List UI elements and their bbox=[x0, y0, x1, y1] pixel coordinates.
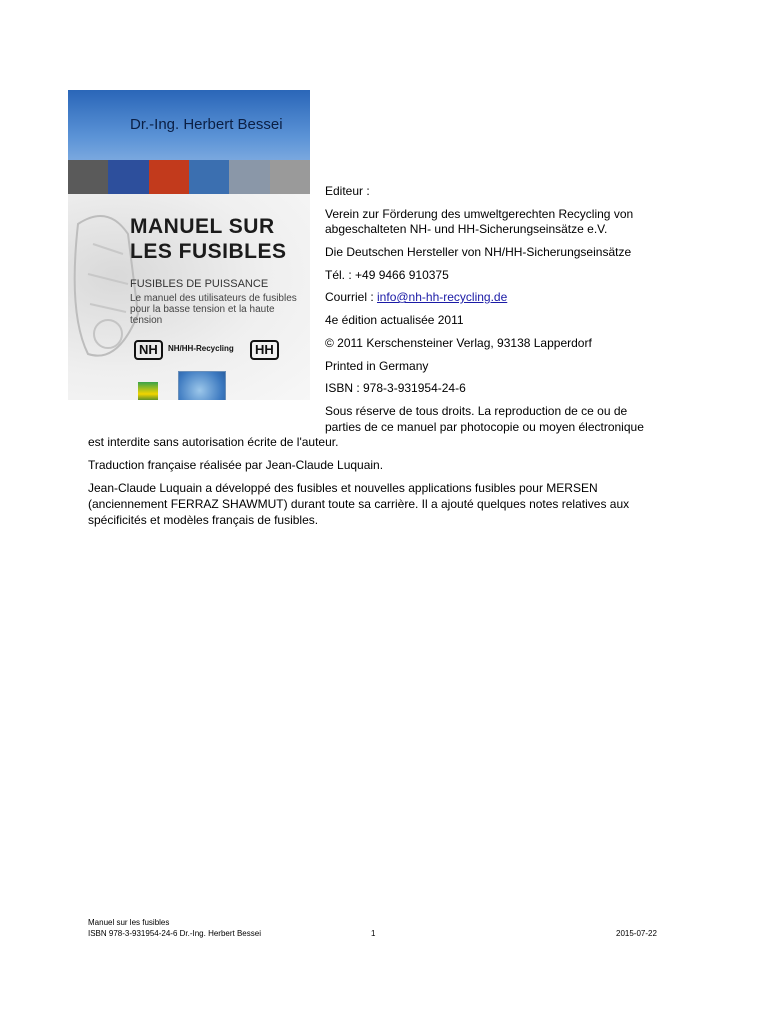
hh-badge: HH bbox=[250, 340, 279, 360]
cover-title-line1: MANUEL SUR bbox=[130, 215, 275, 238]
cover-title-line2: LES FUSIBLES bbox=[130, 240, 287, 263]
telephone-text: Tél. : +49 9466 910375 bbox=[325, 268, 449, 282]
editeur-label: Editeur : bbox=[325, 184, 370, 198]
bio-line1: Jean-Claude Luquain a développé des fusibles et nouvelles applications fusibles pour MERSEN bbox=[88, 481, 598, 495]
book-cover bbox=[68, 90, 310, 400]
cover-photo-strip bbox=[68, 160, 310, 194]
copyright-text: © 2011 Kerschensteiner Verlag, 93138 Lapperdorf bbox=[325, 336, 592, 350]
rights-line3: est interdite sans autorisation écrite de l'auteur. bbox=[88, 435, 339, 449]
strip-photo bbox=[108, 160, 148, 194]
hersteller-text: Die Deutschen Hersteller von NH/HH-Sicherungseinsätze bbox=[325, 245, 632, 259]
translation-text: Traduction française réalisée par Jean-Claude Luquain. bbox=[88, 458, 384, 472]
strip-photo bbox=[229, 160, 269, 194]
footer-title: Manuel sur les fusibles bbox=[88, 918, 170, 927]
isbn-text: ISBN : 978-3-931954-24-6 bbox=[325, 381, 466, 395]
footer-date: 2015-07-22 bbox=[616, 929, 657, 938]
nh-badge: NH bbox=[134, 340, 163, 360]
recycling-label: NH/HH-Recycling bbox=[168, 344, 234, 353]
globe-logo bbox=[178, 371, 226, 400]
cover-description: Le manuel des utilisateurs de fusibles pour la basse tension et la haute tension bbox=[130, 293, 297, 326]
strip-photo bbox=[189, 160, 229, 194]
bio-line3: spécificités et modèles français de fusibles. bbox=[88, 513, 319, 527]
bio-line2: (anciennement FERRAZ SHAWMUT) durant toute sa carrière. Il a ajouté quelques notes relatives aux bbox=[88, 497, 630, 511]
cover-title bbox=[130, 214, 287, 264]
footer-page-number: 1 bbox=[371, 929, 376, 938]
strip-photo bbox=[270, 160, 310, 194]
cover-author: Dr.-Ing. Herbert Bessei bbox=[130, 116, 283, 133]
email-link[interactable]: info@nh-hh-recycling.de bbox=[377, 290, 508, 304]
strip-photo bbox=[149, 160, 189, 194]
printed-text: Printed in Germany bbox=[325, 359, 429, 373]
footer-isbn-author: ISBN 978-3-931954-24-6 Dr.-Ing. Herbert Bessei bbox=[88, 929, 261, 938]
rights-line1: Sous réserve de tous droits. La reproduction de ce ou de bbox=[325, 404, 628, 418]
cover-subtitle: FUSIBLES DE PUISSANCE bbox=[130, 278, 269, 290]
verein-line2: abgeschalteten NH- und HH-Sicherungseinsätze e.V. bbox=[325, 222, 608, 236]
edition-text: 4e édition actualisée 2011 bbox=[325, 313, 464, 327]
publisher-logo bbox=[138, 382, 158, 400]
verein-line1: Verein zur Förderung des umweltgerechten Recycling von bbox=[325, 207, 634, 221]
rights-line2: parties de ce manuel par photocopie ou moyen électronique bbox=[325, 420, 644, 434]
courriel-line bbox=[325, 290, 507, 305]
strip-photo bbox=[68, 160, 108, 194]
courriel-label: Courriel : bbox=[325, 290, 378, 304]
